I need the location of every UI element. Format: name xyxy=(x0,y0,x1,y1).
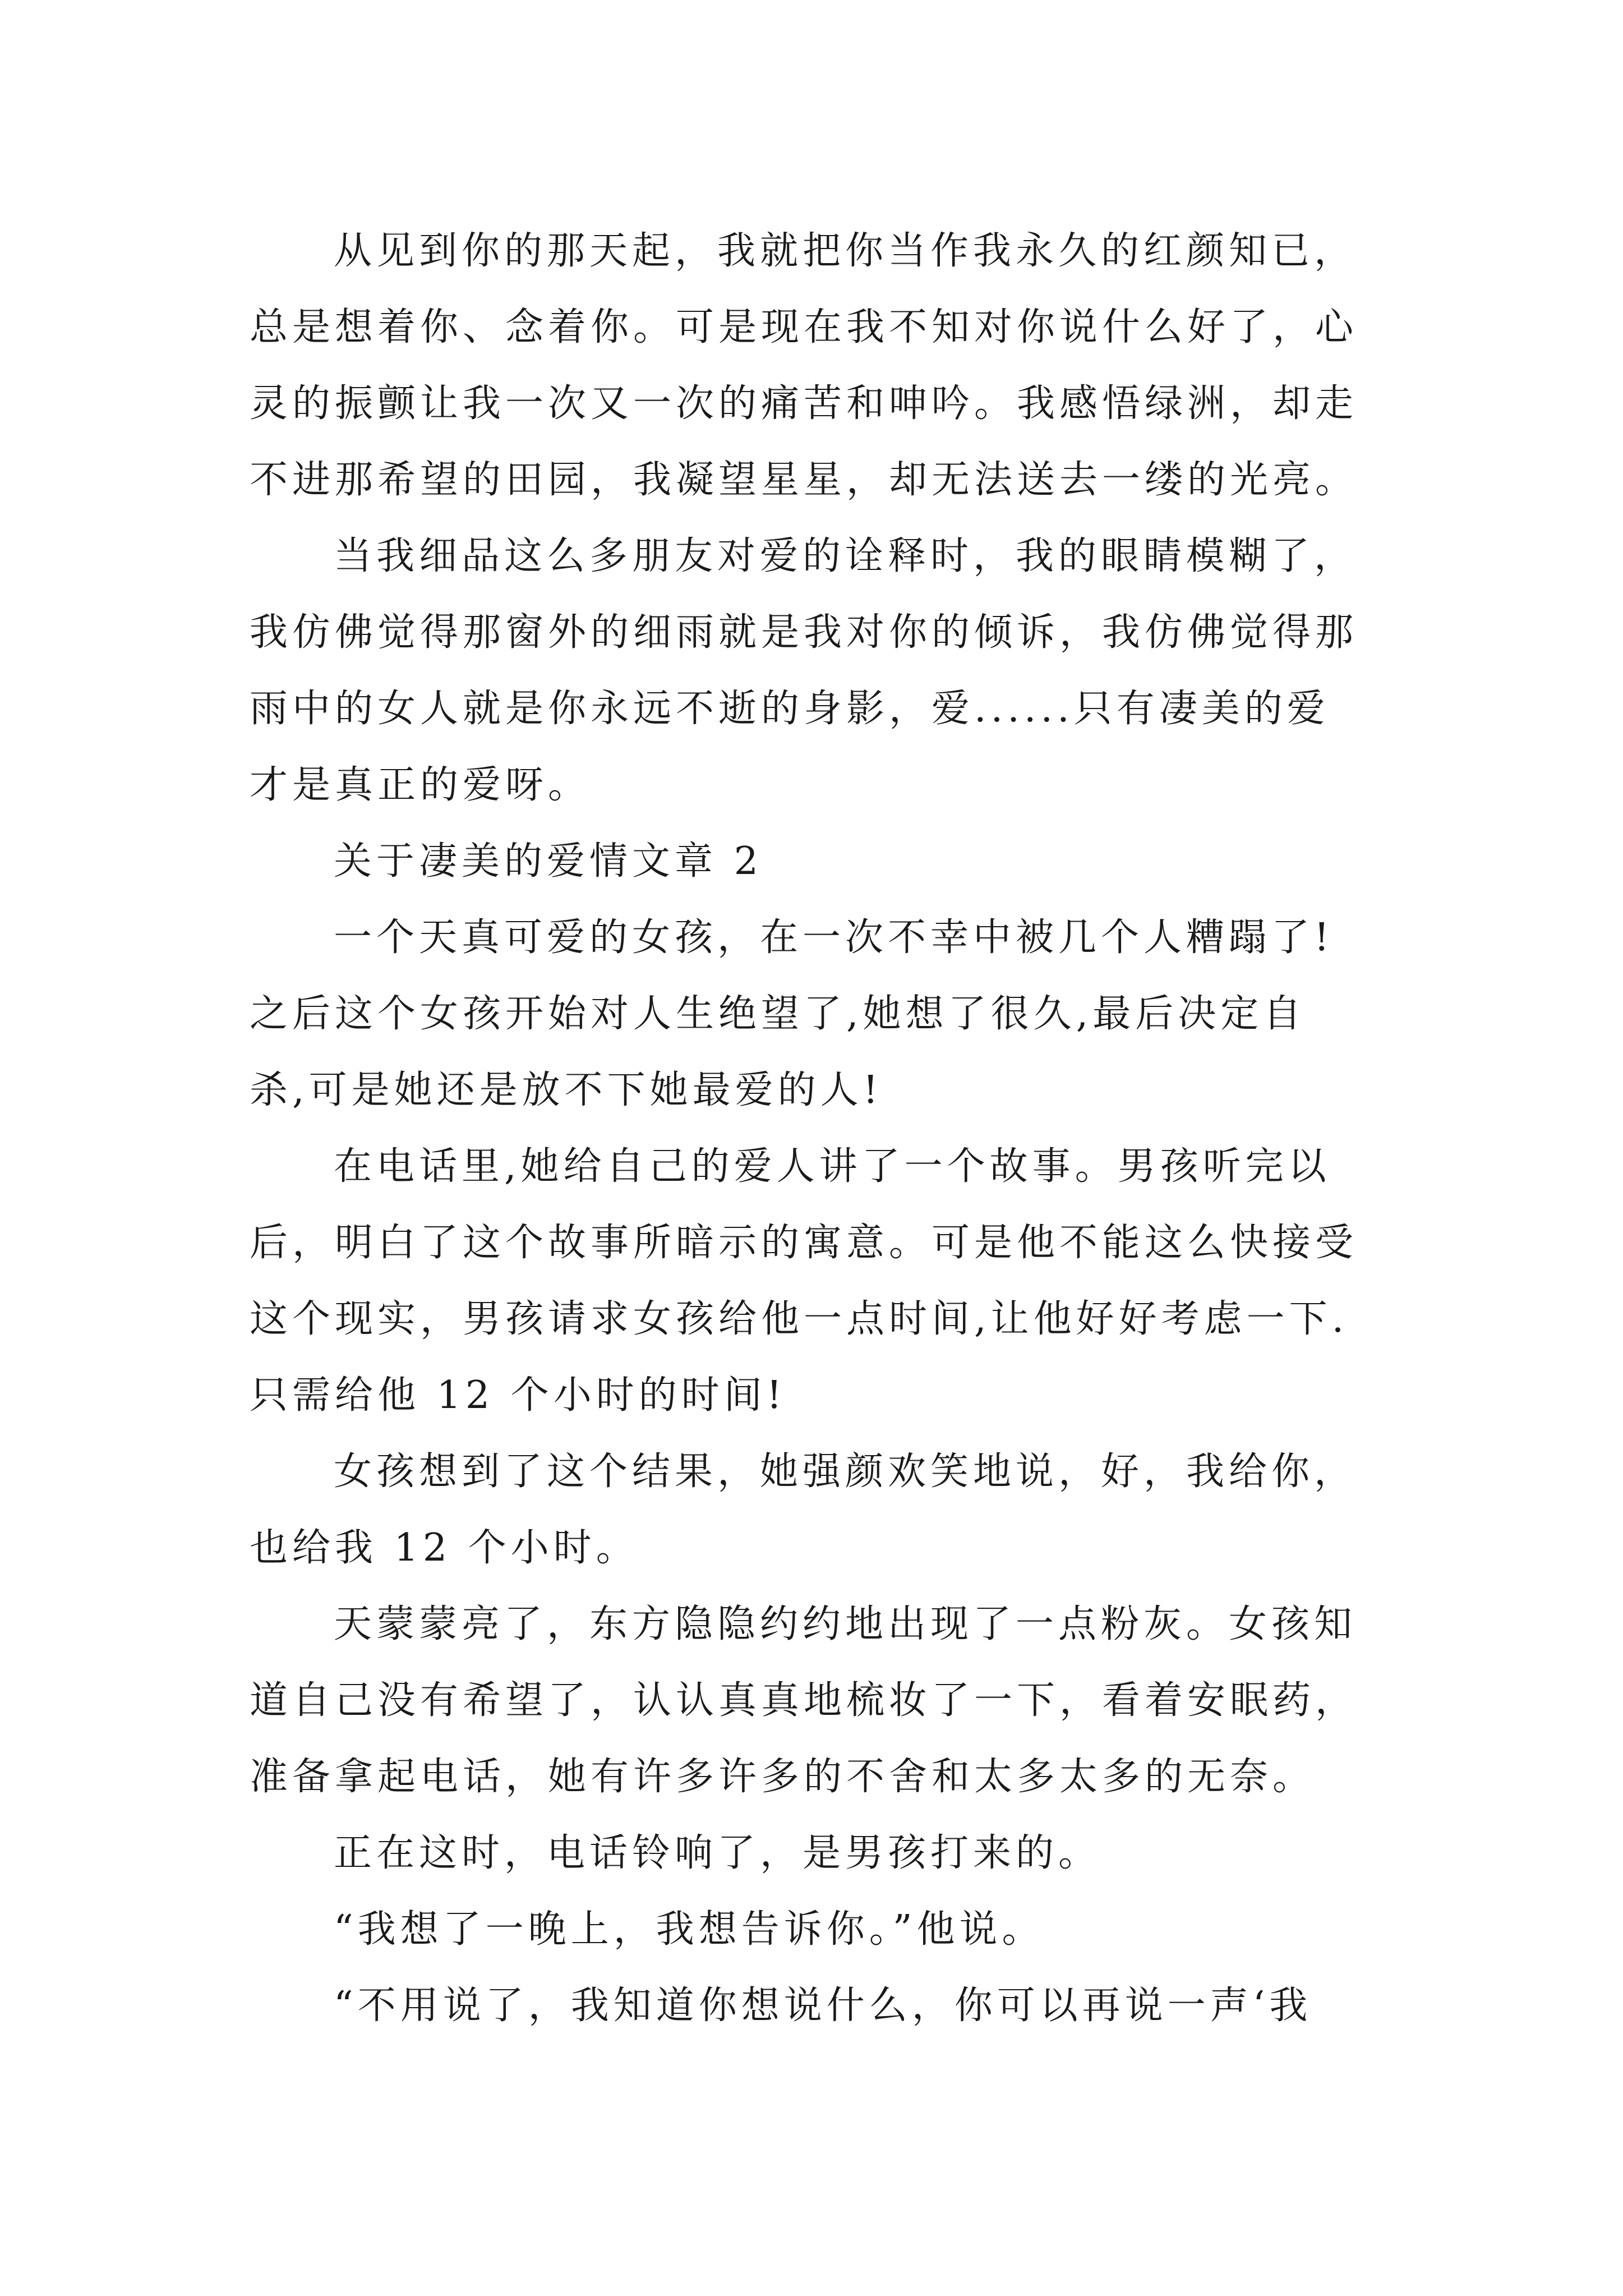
paragraph-3-line-2: 之后这个女孩开始对人生绝望了,她想了很久,最后决定自 xyxy=(250,992,1306,1036)
paragraph-3-line-3: 杀,可是她还是放不下她最爱的人! xyxy=(250,1068,883,1112)
paragraph-5-line-1: 女孩想到了这个结果，她强颜欢笑地说，好，我给你， xyxy=(334,1450,1357,1494)
paragraph-6-line-3: 准备拿起电话，她有许多许多的不舍和太多太多的无奈。 xyxy=(250,1755,1316,1799)
paragraph-3-line-1: 一个天真可爱的女孩，在一次不幸中被几个人糟蹋了! xyxy=(334,915,1334,960)
paragraph-9-line-1: “不用说了，我知道你想说什么，你可以再说一声‘我 xyxy=(334,1984,1312,2028)
paragraph-8-line-1: “我想了一晚上，我想告诉你。”他说。 xyxy=(334,1907,1045,1952)
paragraph-2-line-2: 我仿佛觉得那窗外的细雨就是我对你的倾诉，我仿佛觉得那 xyxy=(250,610,1358,655)
paragraph-1-line-2: 总是想着你、念着你。可是现在我不知对你说什么好了，心 xyxy=(250,305,1358,349)
paragraph-6-line-1: 天蒙蒙亮了，东方隐隐约约地出现了一点粉灰。女孩知 xyxy=(334,1602,1357,1646)
paragraph-4-line-2: 后，明白了这个故事所暗示的寓意。可是他不能这么快接受 xyxy=(250,1221,1358,1265)
paragraph-4-line-3: 这个现实，男孩请求女孩给他一点时间,让他好好考虑一下. xyxy=(250,1297,1349,1341)
paragraph-7-line-1: 正在这时，电话铃响了，是男孩打来的。 xyxy=(334,1831,1101,1875)
paragraph-1-line-3: 灵的振颤让我一次又一次的痛苦和呻吟。我感悟绿洲，却走 xyxy=(250,381,1358,426)
paragraph-1-line-1: 从见到你的那天起，我就把你当作我永久的红颜知已， xyxy=(334,229,1357,273)
paragraph-4-line-4: 只需给他 12 个小时的时间! xyxy=(250,1373,787,1418)
paragraph-2-line-1: 当我细品这么多朋友对爱的诠释时，我的眼睛模糊了， xyxy=(334,534,1357,578)
paragraph-6-line-2: 道自己没有希望了，认认真真地梳妆了一下，看着安眠药， xyxy=(250,1678,1358,1723)
section-heading: 关于凄美的爱情文章 2 xyxy=(334,839,763,884)
paragraph-2-line-4: 才是真正的爱呀。 xyxy=(250,763,591,807)
paragraph-4-line-1: 在电话里,她给自己的爱人讲了一个故事。男孩听完以 xyxy=(334,1144,1331,1189)
paragraph-5-line-2: 也给我 12 个小时。 xyxy=(250,1526,639,1570)
paragraph-1-line-4: 不进那希望的田园，我凝望星星，却无法送去一缕的光亮。 xyxy=(250,458,1358,502)
paragraph-2-line-3: 雨中的女人就是你永远不逝的身影，爱......只有凄美的爱 xyxy=(250,687,1330,731)
